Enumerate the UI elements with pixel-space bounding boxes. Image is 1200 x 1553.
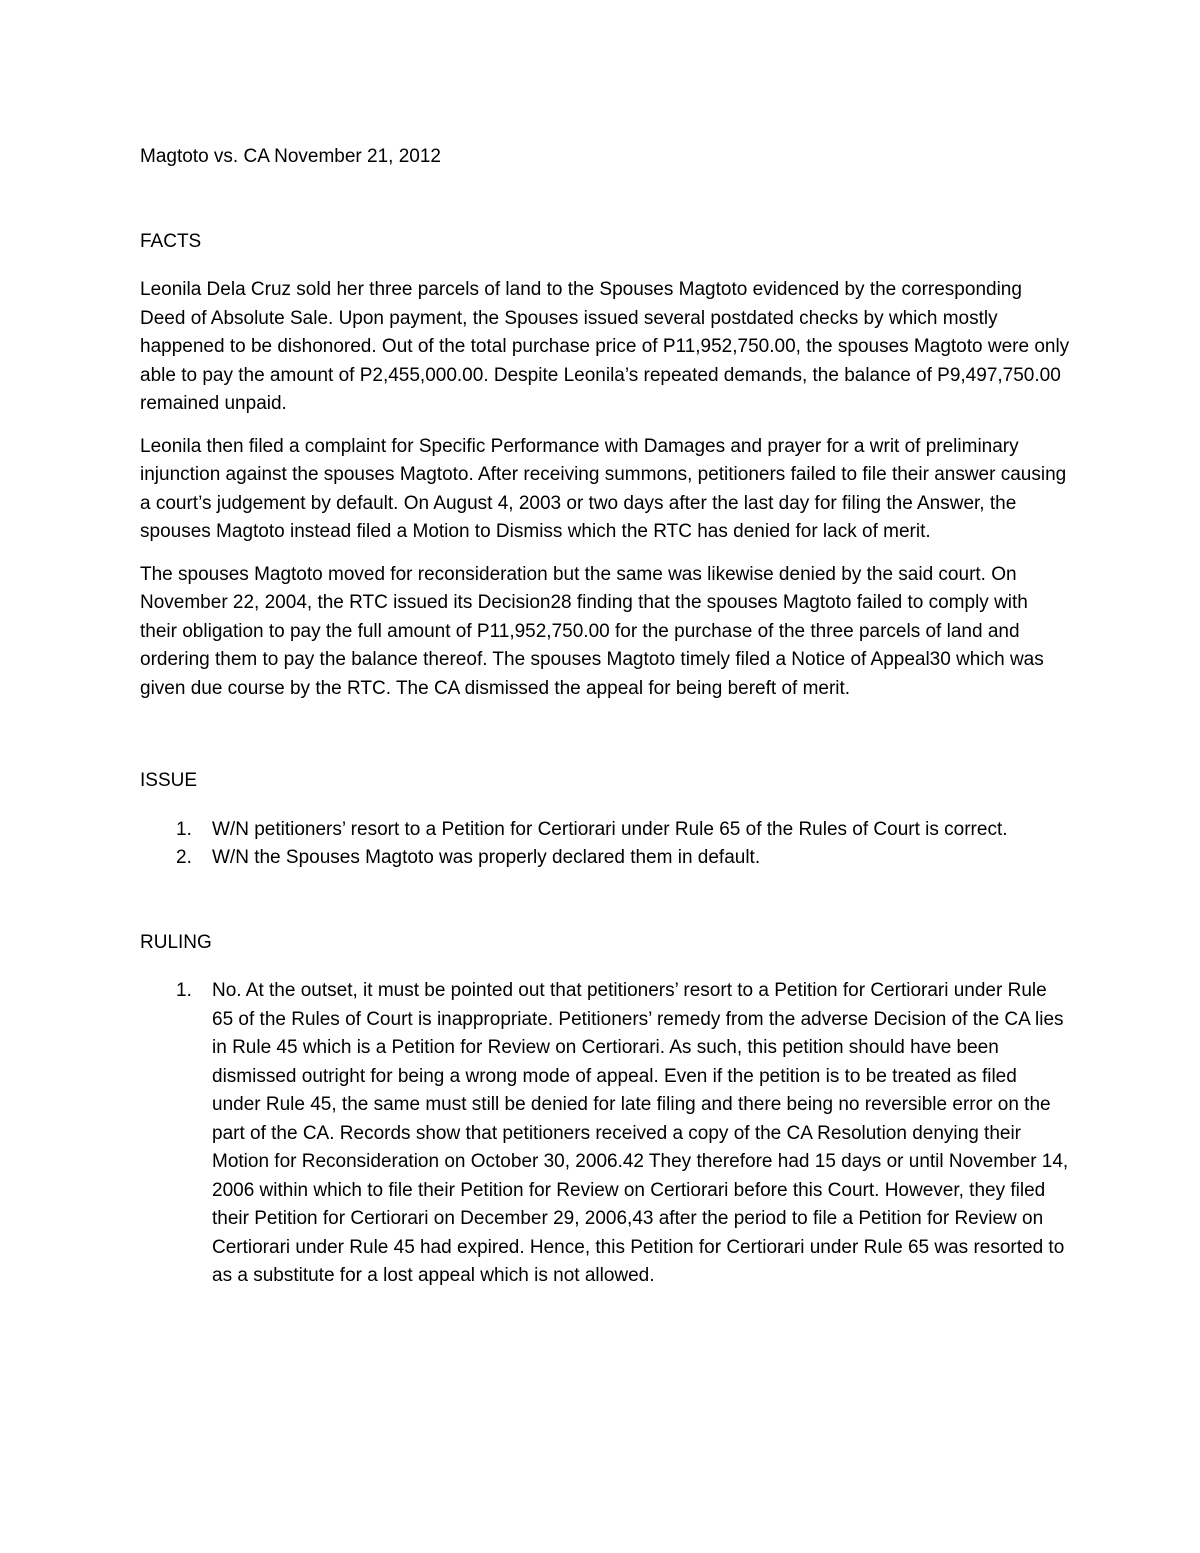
issue-list bbox=[140, 816, 1070, 873]
ruling-text: No. At the outset, it must be pointed out that petitioners’ resort to a Petition for Certiorari under Rule 65 of the Rules of Court is inappropriate. Petitioners’ remedy from the adverse Decision of the CA lies in Rule 45 which is a Petition for Review on Certiorari. As such, this petition should have been dismissed outright for being a wrong mode of appeal. Even if the petition is to be treated as filed under Rule 45, the same must still be denied for late filing and there being no reversible error on the part of the CA. Records show that petitioners received a copy of the CA Resolution denying their Motion for Reconsideration on October 30, 2006.42 They therefore had 15 days or until November 14, 2006 within which to file their Petition for Review on Certiorari before this Court. However, they filed their Petition for Certiorari on December 29, 2006,43 after the period to file a Petition for Review on Certiorari under Rule 45 had expired. Hence, this Petition for Certiorari under Rule 65 was resorted to as a substitute for a lost appeal which is not allowed. bbox=[212, 980, 1069, 1286]
issue-heading: ISSUE bbox=[140, 770, 198, 791]
facts-heading: FACTS bbox=[140, 230, 202, 252]
ruling-item bbox=[140, 977, 1070, 1291]
facts-paragraph: Leonila then filed a complaint for Specific Performance with Damages and prayer for a writ of preliminary injunction against the spouses Magtoto. After receiving summons, petitioners failed to file their answer causing a court’s judgement by default. On August 4, 2003 or two days after the last day for filing the Answer, the spouses Magtoto instead filed a Motion to Dismiss which the RTC has denied for lack of merit. bbox=[140, 435, 1067, 542]
issue-item bbox=[140, 816, 1070, 845]
document-title: Magtoto vs. CA November 21, 2012 bbox=[140, 146, 441, 167]
facts-paragraph: The spouses Magtoto moved for reconsideration but the same was likewise denied by the said court. On November 22, 2004, the RTC issued its Decision28 finding that the spouses Magtoto failed to comply with their obligation to pay the full amount of P11,952,750.00 for the purchase of the three parcels of land and ordering them to pay the balance thereof. The spouses Magtoto timely filed a Notice of Appeal30 which was given due course by the RTC. The CA dismissed the appeal for being bereft of merit. bbox=[140, 563, 1044, 699]
facts-paragraph: Leonila Dela Cruz sold her three parcels of land to the Spouses Magtoto evidenced by the corresponding Deed of Absolute Sale. Upon payment, the Spouses issued several postdated checks by which mostly happened to be dishonored. Out of the total purchase price of P11,952,750.00, the spouses Magtoto were only able to pay the amount of P2,455,000.00. Despite Leonila’s repeated demands, the balance of P9,497,750.00 remained unpaid. bbox=[140, 279, 1070, 414]
document-body bbox=[140, 143, 1070, 1291]
list-number: 1. bbox=[176, 980, 192, 1001]
list-number: 1. bbox=[176, 818, 192, 840]
issue-item bbox=[140, 844, 1070, 873]
issue-text: W/N petitioners’ resort to a Petition for Certiorari under Rule 65 of the Rules of Court is correct. bbox=[212, 818, 1008, 840]
ruling-list bbox=[140, 977, 1070, 1291]
list-number: 2. bbox=[176, 847, 192, 868]
issue-text: W/N the Spouses Magtoto was properly declared them in default. bbox=[212, 847, 761, 868]
ruling-heading: RULING bbox=[140, 931, 212, 953]
